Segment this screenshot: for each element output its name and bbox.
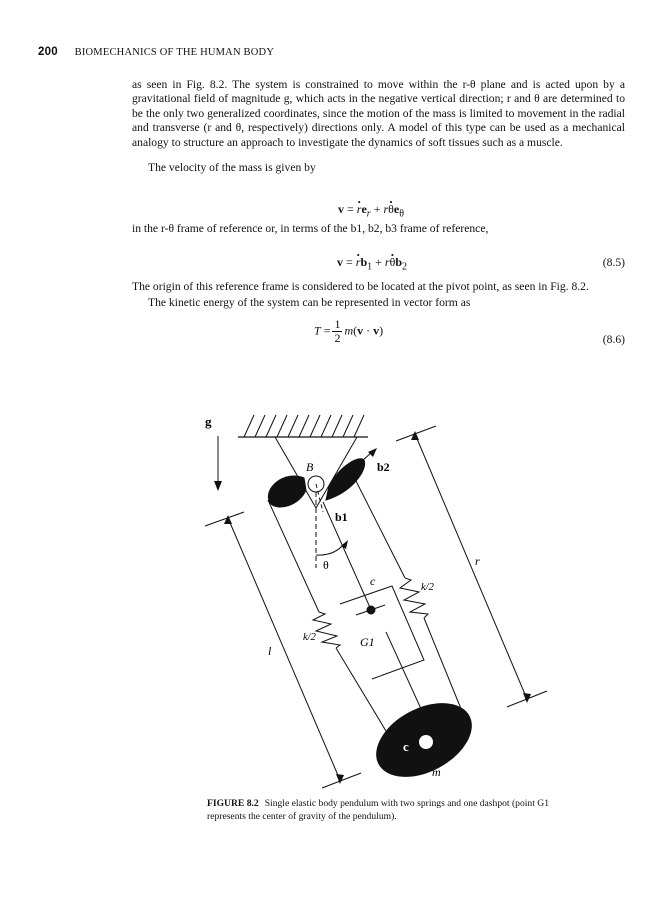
label-k-top: k/2	[421, 582, 434, 593]
center-of-gravity-G1	[367, 606, 375, 614]
label-c-dashpot: c	[370, 574, 376, 588]
label-B: B	[306, 460, 314, 474]
label-b2: b2	[377, 460, 390, 474]
left-rod-upper	[268, 500, 319, 612]
paragraph-5: The kinetic energy of the system can be represented in vector form as	[148, 296, 471, 309]
figure-caption-text: Single elastic body pendulum with two springs and one dashpot (point G1 represents the center of gravity of the pendulum).	[207, 798, 550, 822]
page-number: 200	[38, 46, 58, 58]
paragraph-2: The velocity of the mass is given by	[148, 161, 316, 174]
paragraph-3: in the r-θ frame of reference or, in terms of the b1, b2, b3 frame of reference,	[132, 222, 489, 235]
label-G1: G1	[360, 635, 375, 649]
label-m: m	[432, 765, 441, 779]
dashpot-cylinder	[340, 586, 424, 679]
label-k-left: k/2	[303, 632, 316, 643]
label-b1: b1	[335, 510, 348, 524]
equation-8-6: T = $\frac{1}{2}$ m(v · v)	[314, 317, 384, 345]
paragraph-1: as seen in Fig. 8.2. The system is constrained to move within the r-θ plane and is acted upon by a gravitational field of magnitude g, which acts in the negative vertical direction; r and θ are determined to be the only two generalized coordinates, since the motion of the mass is limited to movement in the radial and transverse (r and θ, respectively) directions only. A model of this type can be used as a mechanical analogy to structure an approach to investigate the dynamics of soft tissues such as a muscle.	[132, 78, 625, 149]
equation-8-5: $v = r \cdot b_1 + r\theta \cdot b_2$	[337, 255, 407, 272]
theta-arc	[316, 544, 344, 555]
right-rod-upper	[356, 481, 405, 578]
label-r: r	[475, 554, 480, 568]
equation-8-5-number: (8.5)	[602, 256, 625, 269]
b2-arrowhead	[368, 448, 377, 457]
running-title: BIOMECHANICS OF THE HUMAN BODY	[74, 47, 275, 58]
label-mass-c: c	[403, 739, 409, 754]
gravity-arrowhead	[214, 481, 222, 491]
left-spring	[313, 612, 340, 648]
equation-8-6-number: (8.6)	[602, 333, 625, 346]
r-dimension-line	[415, 434, 527, 699]
figure-caption-label: FIGURE 8.2	[207, 798, 259, 809]
label-theta: θ	[323, 558, 329, 572]
mass-marker-circle	[419, 735, 433, 749]
paragraph-4: The origin of this reference frame is considered to be located at the pivot point, as seen in Fig. 8.2.	[132, 280, 589, 293]
figure-caption	[207, 797, 587, 823]
pivot-lobe-left	[268, 476, 306, 507]
label-g: g	[205, 414, 212, 429]
ceiling-hatching	[244, 415, 364, 437]
velocity-equation: $v = r \cdot e_r + r\theta \cdot e_\theta$	[338, 202, 404, 219]
pivot-lobe-right	[326, 459, 365, 500]
label-l: l	[268, 644, 272, 658]
